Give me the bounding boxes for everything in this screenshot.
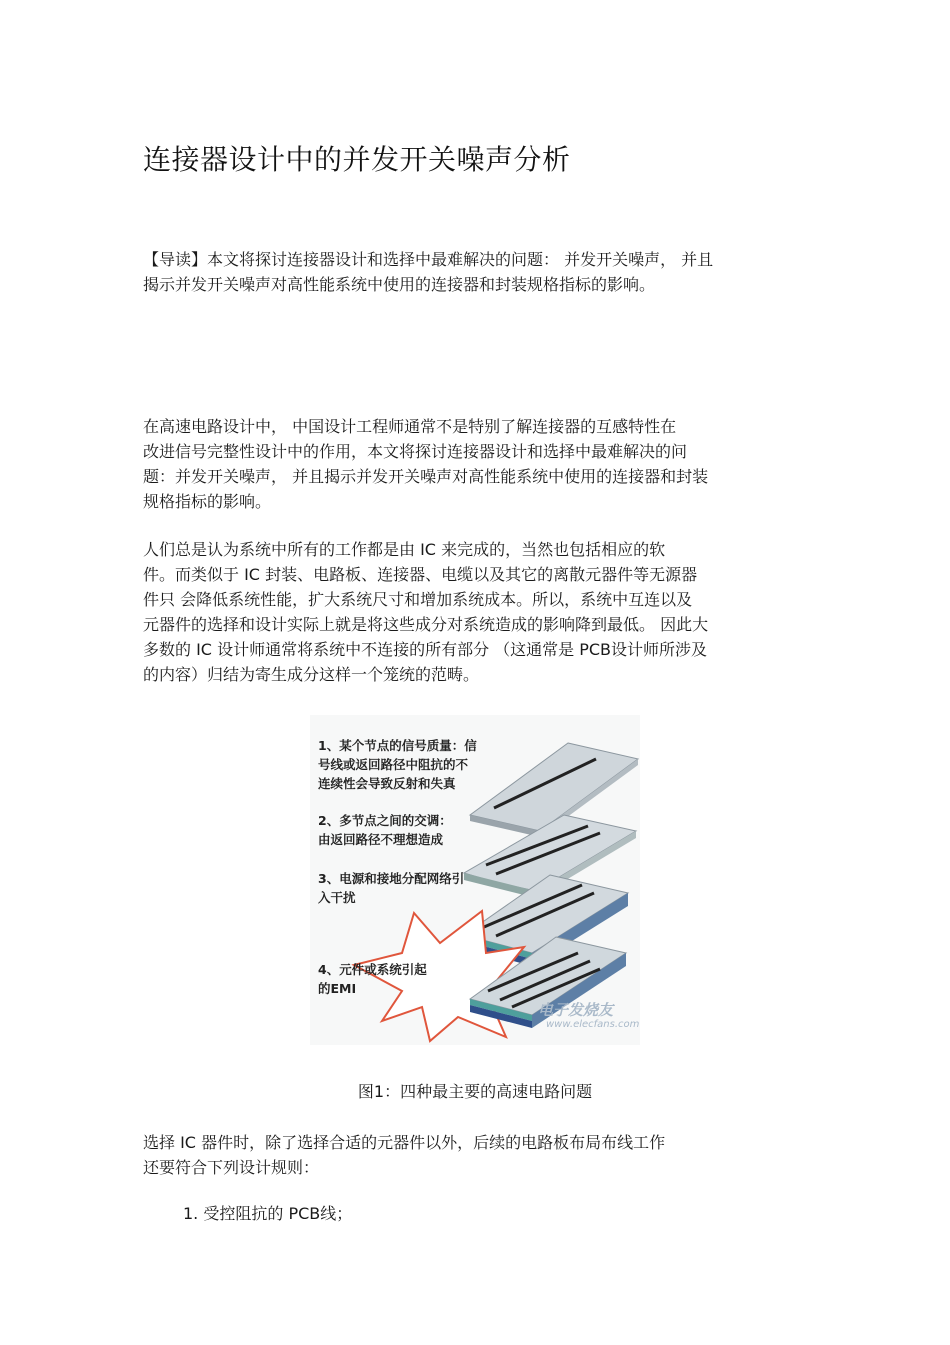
body-paragraph-3 [143,1130,808,1180]
paragraph-line: 还要符合下列设计规则： [143,1158,320,1177]
figure-label-line: 1、某个节点的信号质量：信 [318,738,477,753]
figure-label-line: 入干扰 [318,890,356,905]
paragraph-line: 规格指标的影响。 [143,492,272,511]
watermark-url: www.elecfans.com [546,1019,640,1030]
watermark-logo-text: 电子发烧友 [538,1001,614,1019]
intro-line: 【导读】本文将探讨连接器设计和选择中最难解决的问题： 并发开关噪声， 并且 [143,250,714,269]
page-title: 连接器设计中的并发开关噪声分析 [143,143,571,176]
list-item: 1. 受控阻抗的 PCB线； [183,1204,353,1223]
figure-label-3 [318,869,464,907]
paragraph-line: 人们总是认为系统中所有的工作都是由 IC 来完成的，当然也包括相应的软 [143,540,666,559]
figure-label-line: 号线或返回路径中阻抗的不 [318,757,469,772]
body-paragraph-1 [143,414,808,514]
figure-label-2 [318,811,452,849]
body-paragraph-2 [143,537,808,687]
intro-line: 揭示并发开关噪声对高性能系统中使用的连接器和封装规格指标的影响。 [143,275,656,294]
paragraph-line: 件。而类似于 IC 封装、电路板、连接器、电缆以及其它的离散元器件等无源器 [143,565,698,584]
figure-label-1 [318,736,477,793]
figure-label-line: 由返回路径不理想造成 [318,832,444,847]
paragraph-line: 选择 IC 器件时，除了选择合适的元器件以外，后续的电路板布局布线工作 [143,1133,666,1152]
paragraph-line: 件只 会降低系统性能，扩大系统尺寸和增加系统成本。所以，系统中互连以及 [143,590,693,609]
paragraph-line: 题：并发开关噪声， 并且揭示并发开关噪声对高性能系统中使用的连接器和封装 [143,467,709,486]
paragraph-line: 改进信号完整性设计中的作用，本文将探讨连接器设计和选择中最难解决的问 [143,442,688,461]
figure-label-line: 的EMI [318,981,357,996]
paragraph-line: 的内容）归结为寄生成分这样一个笼统的范畴。 [143,665,480,684]
figure-label-line: 2、多节点之间的交调： [318,813,452,828]
paragraph-line: 多数的 IC 设计师通常将系统中不连接的所有部分 （这通常是 PCB设计师所涉及 [143,640,708,659]
figure-caption: 图1：四种最主要的高速电路问题 [357,1082,593,1101]
figure-label-4 [318,960,427,998]
figure-high-speed-problems [310,715,640,1045]
figure-label-line: 4、元件或系统引起 [318,962,427,977]
figure-label-line: 连续性会导致反射和失真 [318,776,456,791]
figure-label-line: 3、电源和接地分配网络引 [318,871,465,886]
intro-paragraph [143,247,808,297]
paragraph-line: 在高速电路设计中， 中国设计工程师通常不是特别了解连接器的互感特性在 [143,417,677,436]
paragraph-line: 元器件的选择和设计实际上就是将这些成分对系统造成的影响降到最低。 因此大 [143,615,709,634]
